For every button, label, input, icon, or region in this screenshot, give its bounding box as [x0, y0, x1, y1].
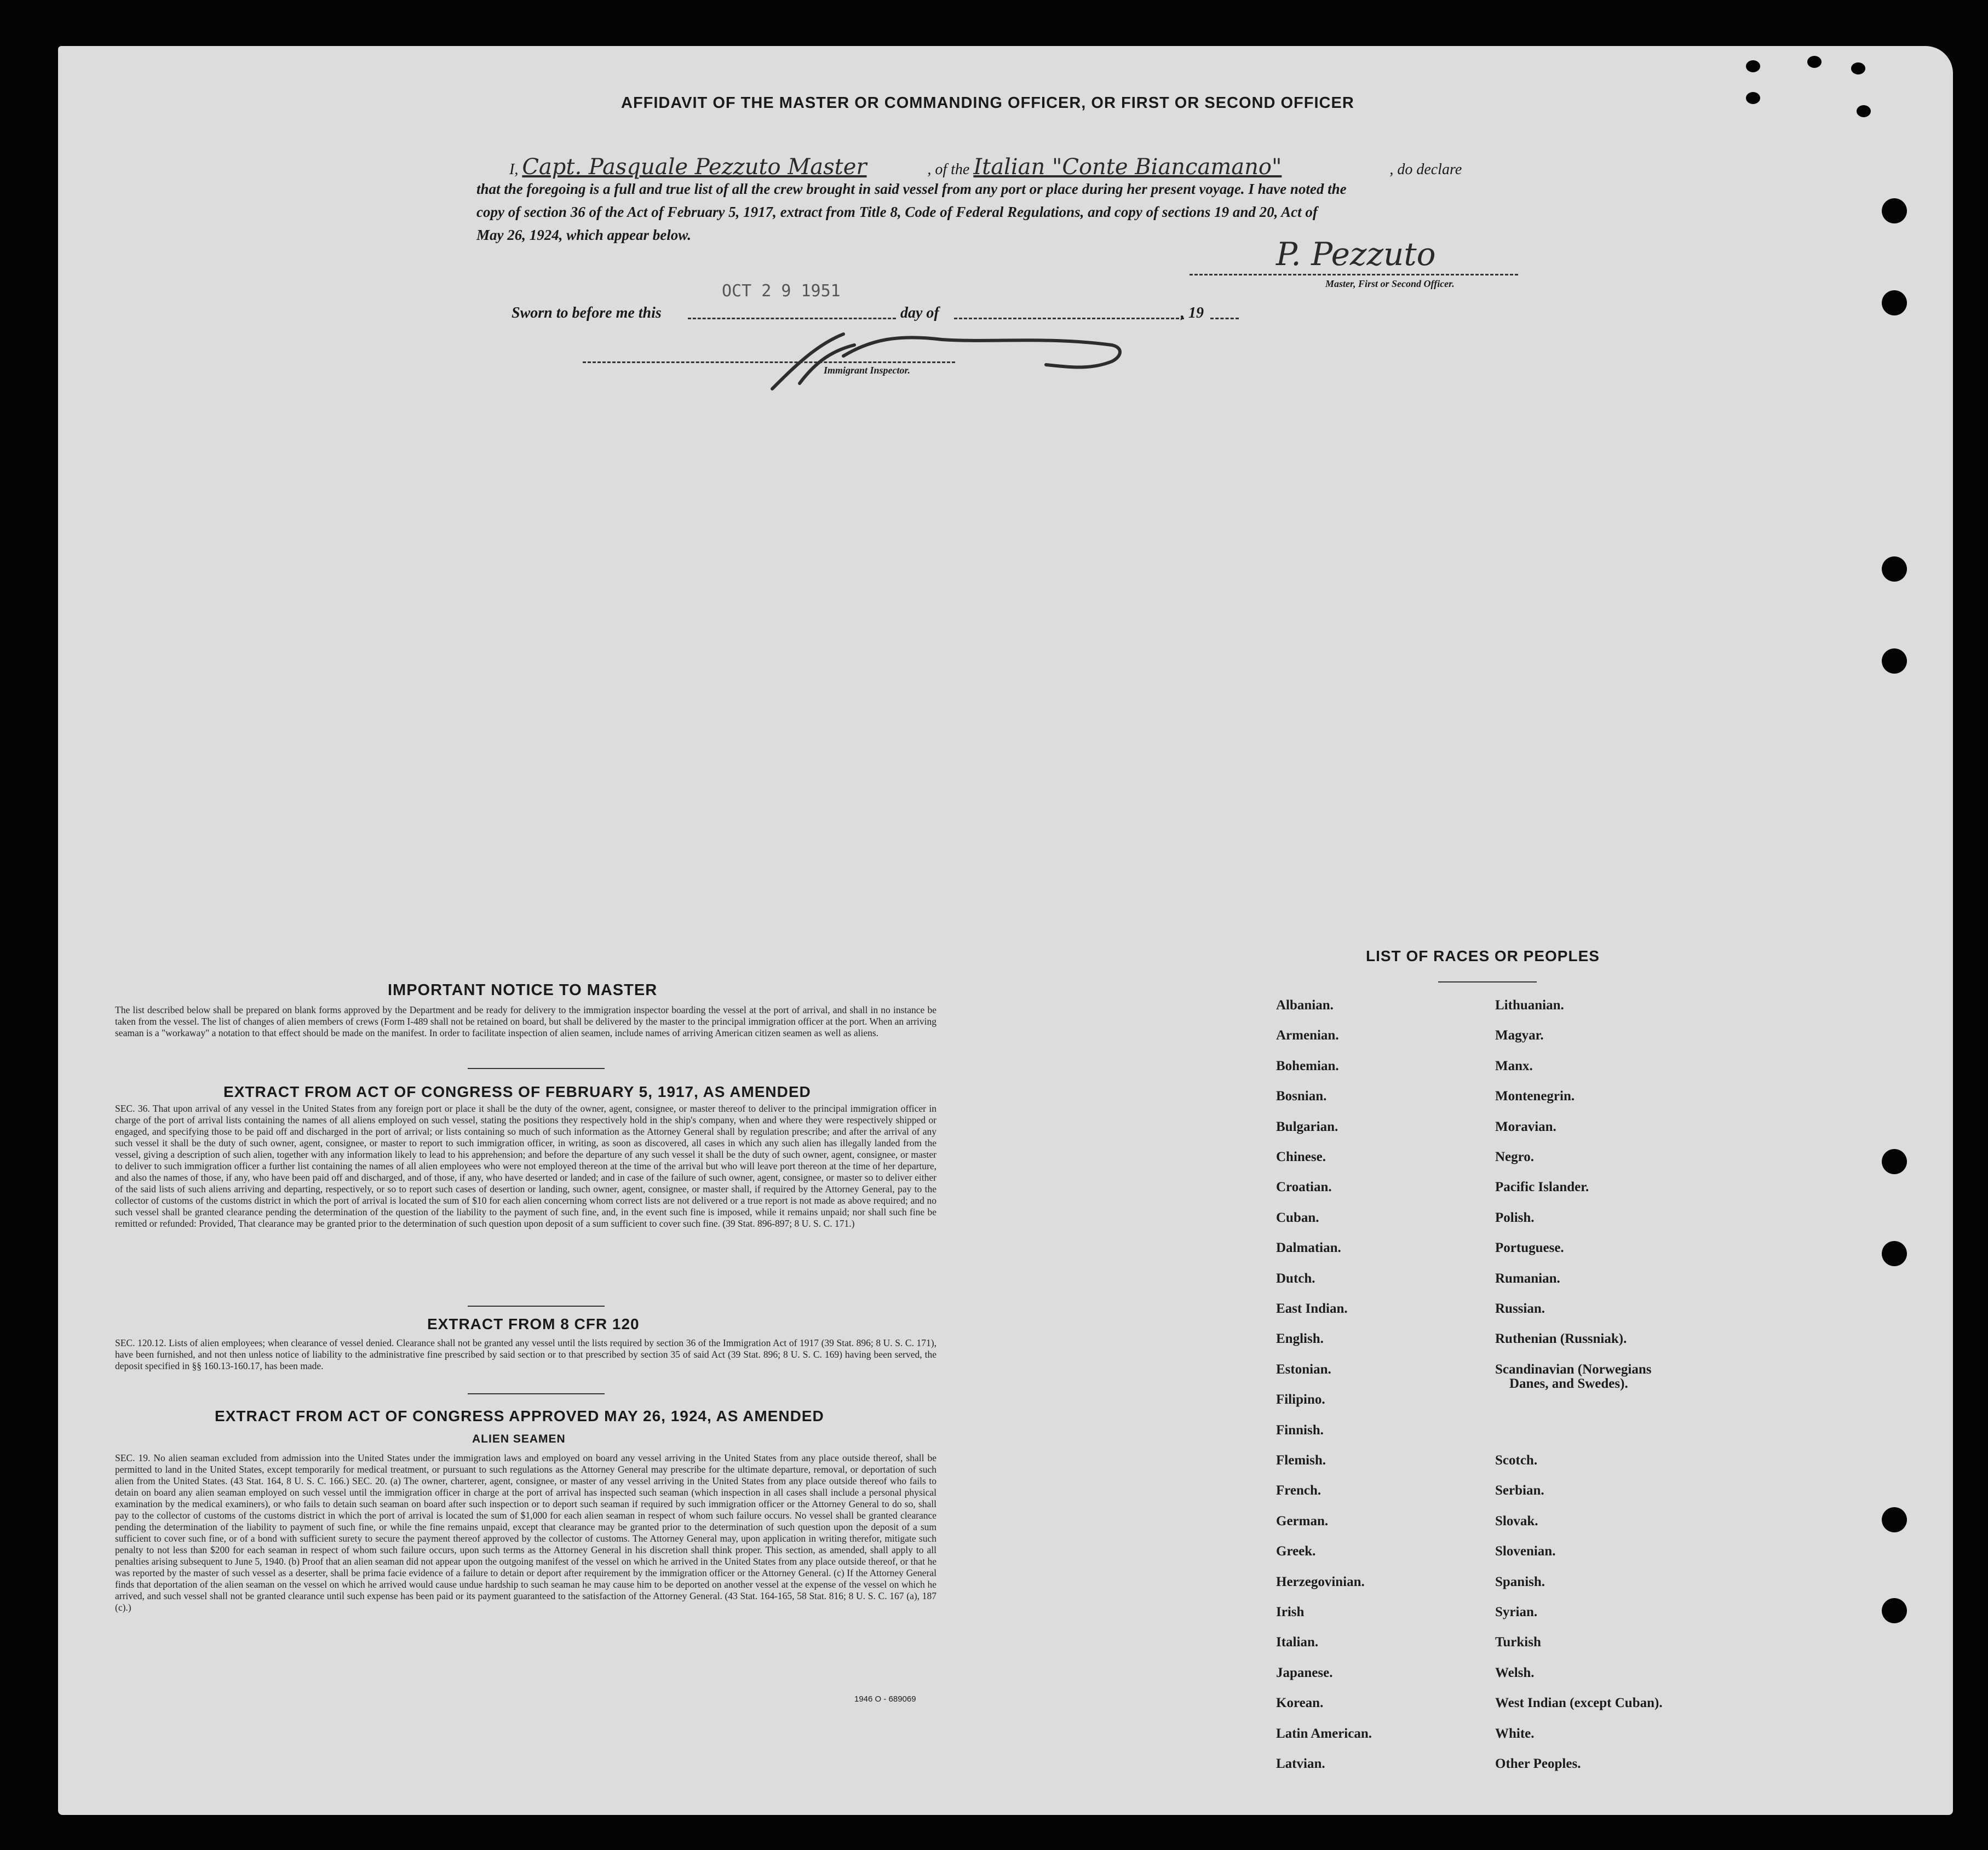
year-line: [1210, 318, 1239, 319]
date-stamp: OCT 2 9 1951: [722, 281, 841, 301]
race-list-item: West Indian (except Cuban).: [1495, 1696, 1663, 1711]
race-list-item: German.: [1276, 1513, 1329, 1529]
race-list-item: Finnish.: [1276, 1422, 1324, 1438]
race-list-item: Dutch.: [1276, 1271, 1315, 1286]
races-title: LIST OF RACES OR PEOPLES: [1366, 947, 1600, 964]
race-list-item: Slovenian.: [1495, 1544, 1556, 1559]
affidavit-title: AFFIDAVIT OF THE MASTER OR COMMANDING OFFICER, OR FIRST OR SECOND OFFICER: [621, 94, 1354, 112]
punch-hole: [1746, 60, 1760, 72]
race-list-item: Cuban.: [1276, 1210, 1319, 1225]
affidavit-line-4: May 26, 1924, which appear below.: [476, 227, 692, 243]
race-list-item: Portuguese.: [1495, 1240, 1564, 1256]
punch-hole: [1882, 648, 1907, 674]
race-list-item: Flemish.: [1276, 1453, 1326, 1468]
inspector-line: [583, 361, 955, 363]
punch-hole: [1851, 62, 1865, 74]
extract-1917-text: SEC. 36. That upon arrival of any vessel in the United States from any foreign port or place it shall be the duty of the owner, agent, consignee, or master thereof to deliver to the principal immigration officer in charge of the port of arrival lists containing the names of all aliens employed on such vessel, stating the positions they respectively hold in the ship's company, when and where they were respectively shipped or engaged, and specifying those to be paid off and discharged in the port of arrival; or lists containing so much of such information as the Attorney General shall by regulation prescribe; and after the arrival of any such vessel it shall be the duty of such owner, agent, consignee, or master to report to such immigration officer, in writing, as soon as discovered, all cases in which any such alien has illegally landed from the vessel, giving a description of such alien, together with any information likely to lead to his apprehension; and before the departure of any such vessel it shall be the duty of such owner, agent, consignee, or master to deliver to such immigration officer a further list containing the names of all alien employees who were not employed thereon at the time of the arrival but who will leave port thereon at the time of her departure, and also the names of those, if any, who have been paid off and discharged, and of those, if any, who have deserted or landed; and in case of the failure of such owner, agent, consignee, or master so to deliver either of the said lists of such aliens arriving and departing, respectively, or so to report such cases of desertion or landing, such owner, agent, consignee, or master shall, if required by the Attorney General, pay to the collector of customs of the customs district in which the port of arrival is located the sum of $10 for each alien concerning whom correct lists are not delivered or a true report is not made as above required; and no such vessel shall be granted clearance pending the determination of the question of the liability to the payment of such fine, and, in the event such fine is imposed, while it remains unpaid; nor shall such fine be remitted or refunded: Provided, That clearance may be granted prior to the determination of such question upon deposit of a sum sufficient to cover such fine. (39 Stat. 896-897; 8 U. S. C. 171.): [115, 1103, 936, 1229]
punch-hole: [1882, 1598, 1907, 1623]
punch-hole: [1882, 1507, 1907, 1532]
races-left-column: [1276, 998, 1495, 1776]
race-list-item: Italian.: [1276, 1635, 1319, 1650]
race-list-item: White.: [1495, 1726, 1535, 1741]
extract-cfr-text: SEC. 120.12. Lists of alien employees; when clearance of vessel denied. Clearance shall not be granted any vessel until the lists required by section 36 of the Immigration Act of 1917 (39 Stat. 896; 8 U. S. C. 171), have been furnished, and not then unless notice of liability to the administrative fine prescribed by said section or to that prescribed by section 35 of said Act (39 Stat. 896; 8 U. S. C. 169) having been served, the deposit specified in §§ 160.13-160.17, has been made.: [115, 1337, 936, 1371]
extract-1924-subtitle: ALIEN SEAMEN: [472, 1433, 566, 1445]
affidavit-line-3: copy of section 36 of the Act of February 5, 1917, extract from Title 8, Code of Federal Regulations, and copy of sections 19 and 20, Act of: [476, 204, 1318, 220]
extract-1924-title: EXTRACT FROM ACT OF CONGRESS APPROVED MAY 26, 1924, AS AMENDED: [215, 1407, 824, 1424]
race-list-item: Estonian.: [1276, 1361, 1331, 1377]
sworn-label: Sworn to before me this: [512, 304, 662, 321]
race-list-item: Negro.: [1495, 1150, 1535, 1164]
race-list-item: Magyar.: [1495, 1028, 1544, 1043]
master-label: Master, First or Second Officer.: [1325, 278, 1455, 289]
race-list-item: Korean.: [1276, 1696, 1324, 1711]
race-list-item: Bosnian.: [1276, 1089, 1327, 1104]
vessel-name-handwritten: Italian "Conte Biancamano": [973, 154, 1282, 180]
divider: [468, 1068, 605, 1069]
race-list-item: Dalmatian.: [1276, 1240, 1341, 1256]
race-list-item: Filipino.: [1276, 1392, 1325, 1407]
race-list-item: Polish.: [1495, 1210, 1535, 1225]
race-list-item: Lithuanian.: [1495, 998, 1564, 1013]
punch-hole: [1882, 290, 1907, 315]
master-name-handwritten: Capt. Pasquale Pezzuto Master: [522, 154, 867, 180]
race-list-item: Montenegrin.: [1495, 1089, 1575, 1104]
race-list-item: Latvian.: [1276, 1756, 1325, 1771]
signature-line: [1190, 274, 1518, 275]
race-list-item: Spanish.: [1495, 1574, 1545, 1589]
extract-1924-text: SEC. 19. No alien seaman excluded from admission into the United States under the immigration laws and employed on board any vessel arriving in the United States from any place outside thereof, shall be permitted to land in the United States, except temporarily for medical treatment, or pursuant to such regulations as the Attorney General may prescribe for the ultimate departure, removal, or deportation of such alien from the United States. (43 Stat. 164, 8 U. S. C. 166.) SEC. 20. (a) The owner, charterer, agent, consignee, or master of any vessel arriving in the United States from any place outside thereof who fails to detain on board any alien seaman employed on such vessel until the immigration officer in charge at the port of arrival has inspected such seaman (which inspection in all cases shall include a personal physical examination by the medical examiners), or who fails to detain such seaman on board after such inspection or to deport such seaman if required by such immigration officer or the Attorney General to do so, shall pay to the collector of customs of the customs district in which the port of arrival is located the sum of $1,000 for each alien seaman in respect of whom such failure occurs. No vessel shall be granted clearance pending the determination of the liability to payment of such fine, or while the fine remains unpaid, except that clearance may be granted prior to the determination of such question upon the deposit of a sum sufficient to cover such fine, or of a bond with sufficient surety to secure the payment thereof approved by the collector of customs. The Attorney General may, upon application in writing therefor, mitigate such penalty to not less than $200 for each seaman in respect of whom such failure occurs, upon such terms as the Attorney General in his discretion shall think proper. This section, as amended, shall apply to all penalties arising subsequent to June 5, 1940. (b) Proof that an alien seaman did not appear upon the outgoing manifest of the vessel on which he arrived in the United States from any place outside thereof, or that he was reported by the master of such vessel as a deserter, shall be prima facie evidence of a failure to detain or deport after requirement by the immigration officer or the Attorney General. (c) If the Attorney General finds that deportation of the alien seaman on the vessel on which he arrived would cause undue hardship to such seaman he may cause him to be deported on another vessel at the expense of the vessel on which he arrived, and such vessel shall not be granted clearance until such expense has been paid or its payment guaranteed to the satisfaction of the Attorney General. (43 Stat. 164-165, 58 Stat. 816; 8 U. S. C. 167 (a), 187 (c).): [115, 1452, 936, 1613]
divider: [468, 1306, 605, 1307]
year-prefix: , 19: [1181, 304, 1204, 321]
punch-hole: [1882, 1241, 1907, 1266]
sworn-day-line: [688, 318, 896, 319]
print-code: 1946 O - 689069: [854, 1694, 916, 1704]
race-list-item: Albanian.: [1276, 998, 1334, 1013]
race-list-item: Ruthenian (Russniak).: [1495, 1331, 1627, 1347]
race-list-item: Japanese.: [1276, 1665, 1333, 1680]
race-list-item: Greek.: [1276, 1544, 1316, 1559]
notice-title: IMPORTANT NOTICE TO MASTER: [388, 981, 658, 999]
do-declare-label: , do declare: [1389, 161, 1462, 178]
affidavit-line-1: [509, 154, 1462, 180]
sworn-month-line: [954, 318, 1184, 319]
divider: [1438, 981, 1537, 983]
affidavit-line-2: that the foregoing is a full and true list of all the crew brought in said vessel from any port or place during her present voyage. I have noted the: [476, 181, 1347, 197]
race-list-item: Manx.: [1495, 1058, 1533, 1073]
punch-hole: [1882, 198, 1907, 223]
day-of-label: day of: [900, 304, 939, 321]
race-list-item: Armenian.: [1276, 1028, 1339, 1043]
punch-hole: [1807, 56, 1822, 68]
declarant-prefix: I,: [509, 161, 519, 178]
extract-cfr-title: EXTRACT FROM 8 CFR 120: [427, 1315, 640, 1332]
race-list-item: Russian.: [1495, 1301, 1545, 1316]
race-list-item: Turkish: [1495, 1635, 1541, 1650]
race-list-item: Bohemian.: [1276, 1058, 1339, 1073]
inspector-label: Immigrant Inspector.: [824, 365, 911, 376]
divider: [468, 1393, 605, 1394]
race-list-item: Moravian.: [1495, 1119, 1556, 1134]
race-list-item: English.: [1276, 1331, 1324, 1347]
punch-hole: [1882, 1149, 1907, 1174]
race-list-item: Slovak.: [1495, 1513, 1538, 1529]
race-list-item: Danes, and Swedes).: [1509, 1376, 1628, 1391]
race-list-item: Rumanian.: [1495, 1271, 1560, 1286]
punch-hole: [1857, 105, 1871, 117]
race-list-item: Pacific Islander.: [1495, 1180, 1589, 1195]
race-list-item: Croatian.: [1276, 1180, 1332, 1195]
race-list-item: East Indian.: [1276, 1301, 1348, 1316]
race-list-item: Syrian.: [1495, 1605, 1538, 1619]
race-list-item: Bulgarian.: [1276, 1119, 1338, 1134]
race-list-item: Other Peoples.: [1495, 1756, 1581, 1771]
race-list-item: Irish: [1276, 1605, 1305, 1619]
master-signature: P. Pezzuto: [1276, 235, 1436, 273]
race-list-item: Chinese.: [1276, 1150, 1326, 1164]
race-list-item: Herzegovinian.: [1276, 1574, 1365, 1589]
notice-text: The list described below shall be prepared on blank forms approved by the Department and be ready for delivery to the immigration inspector boarding the vessel at the port of arrival, and shall in no instance be taken from the vessel. The list of changes of alien members of crews (Form I-489 shall not be retained on board, but shall be delivered by the master to the principal immigration officer at the port. When an arriving seaman is a "workaway" a notation to that effect should be made on the manifest. In order to facilitate inspection of alien seamen, include names of arriving American citizen seamen as well as aliens.: [115, 1004, 936, 1038]
race-list-item: Latin American.: [1276, 1726, 1372, 1741]
race-list-item: Scandinavian (Norwegians: [1495, 1361, 1652, 1377]
extract-1917-title: EXTRACT FROM ACT OF CONGRESS OF FEBRUARY 5, 1917, AS AMENDED: [223, 1083, 811, 1100]
punch-hole: [1882, 556, 1907, 582]
race-list-item: French.: [1276, 1483, 1321, 1498]
race-list-item: Welsh.: [1495, 1665, 1535, 1680]
race-list-item: Scotch.: [1495, 1453, 1538, 1468]
of-the-label: , of the: [927, 161, 970, 178]
races-right-column: [1495, 998, 1747, 1776]
race-list-item: Serbian.: [1495, 1483, 1544, 1498]
punch-hole: [1746, 92, 1760, 104]
